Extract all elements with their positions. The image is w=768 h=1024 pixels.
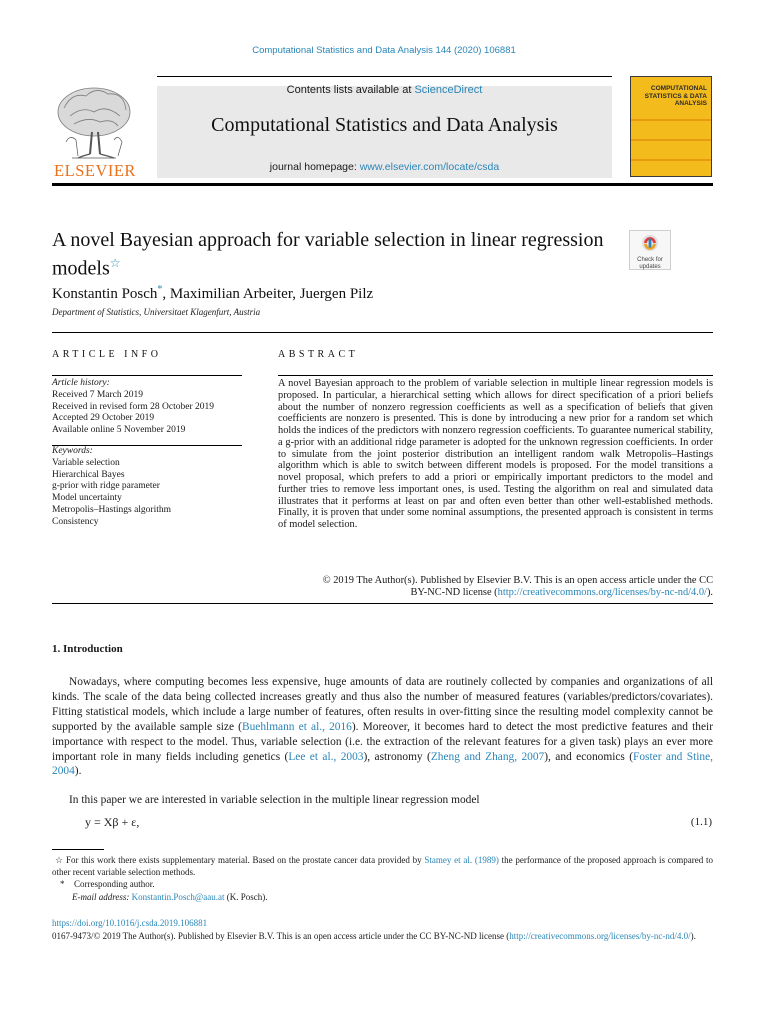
journal-cover-thumbnail[interactable] [630, 76, 712, 177]
article-info-rule [52, 375, 242, 376]
masthead-top-rule [157, 76, 612, 77]
keywords-label: Keywords: [52, 446, 93, 456]
citation-lee[interactable]: Lee et al., 2003 [288, 750, 364, 763]
affiliation: Department of Statistics, Universitaet Klagenfurt, Austria [52, 307, 261, 317]
article-title [52, 229, 612, 281]
citation-buehlmann[interactable]: Buehlmann et al., 2016 [241, 720, 352, 733]
fn2-text: Corresponding author. [74, 879, 155, 889]
p1-text-a: Nowadays, where computing becomes less expensive, huge amounts of data are routinely collected by companies and organizations of all kinds. The scale of the data being collected increases greatly and thus also the number of measured features (variables/predictors/covariates). Fitting statistical models, which include a large number of features, often results in over-fitting since the resulting model complexity cannot be supported by the available sample size ( [52, 676, 713, 733]
p1-text-b: ). Moreover, it becomes hard to detect the most predictive features and their importance with respect to the model. Thus, variable selection (i.e. the extraction of the relevant features for a given task) plays an ever more important role in many fields including genetics ( [52, 720, 713, 763]
keyword-item: Hierarchical Bayes [52, 469, 125, 480]
abstract-copyright [278, 575, 713, 599]
homepage-link[interactable]: www.elsevier.com/locate/csda [359, 161, 500, 173]
intro-paragraph-2: In this paper we are interested in variable selection in the multiple linear regression model [69, 794, 480, 806]
check-for-updates-badge[interactable] [629, 230, 671, 270]
history-item: Received in revised form 28 October 2019 [52, 401, 214, 412]
doi-link[interactable]: https://doi.org/10.1016/j.csda.2019.106881 [52, 918, 208, 928]
p1-text-d: ), and economics ( [544, 750, 634, 763]
corresponding-author-mark[interactable]: * [157, 284, 163, 295]
other-authors: , Maximilian Arbeiter, Juergen Pilz [162, 286, 374, 302]
history-item: Received 7 March 2019 [52, 389, 144, 400]
homepage-prefix: journal homepage: [269, 161, 360, 173]
copyright-line2 [278, 587, 713, 599]
history-label: Article history: [52, 378, 110, 388]
p1-text-c: ), astronomy ( [363, 750, 431, 763]
sciencedirect-link[interactable]: ScienceDirect [414, 84, 483, 96]
license-text-b: ). [690, 931, 696, 941]
license-statement [52, 930, 713, 942]
citation-foster[interactable]: Foster and Stine, 2004 [52, 750, 713, 778]
header-heavy-rule [52, 183, 713, 186]
keyword-item: Model uncertainty [52, 493, 122, 504]
check-updates-line2: updates [639, 263, 661, 270]
keyword-item: Variable selection [52, 457, 120, 468]
check-updates-line1: Check for [637, 257, 663, 263]
email-label: E-mail address: [72, 892, 130, 902]
citation-stamey[interactable]: Stamey et al. (1989) [424, 855, 499, 865]
article-info-heading: ARTICLE INFO [52, 349, 162, 360]
footnote-asterisk: * [60, 879, 65, 889]
author-list [52, 284, 652, 303]
keywords-block [52, 446, 242, 529]
copyright-suffix: ). [706, 587, 713, 598]
keyword-item: Metropolis–Hastings algorithm [52, 504, 172, 515]
copyright-line1: © 2019 The Author(s). Published by Elsevier B.V. This is an open access article under the CC [322, 575, 713, 586]
equation-1-1: y = Xβ + ε, [85, 815, 140, 829]
license-link[interactable]: http://creativecommons.org/licenses/by-nc-nd/4.0/ [509, 931, 691, 941]
email-suffix: (K. Posch). [224, 892, 268, 902]
footnote-rule [52, 849, 104, 850]
contents-line [157, 84, 612, 96]
fn1-text-b: the performance of the proposed approach is compared to other recent variable selection methods. [52, 855, 714, 877]
cover-stripe [631, 119, 711, 121]
p1-text-e: ). [74, 765, 82, 778]
abstract-rule [278, 375, 713, 376]
contents-prefix: Contents lists available at [286, 84, 415, 96]
homepage-line [157, 161, 612, 173]
equation-number: (1.1) [690, 816, 712, 828]
footnote-corresponding [60, 879, 660, 891]
abstract-heading: ABSTRACT [278, 349, 359, 360]
keyword-item: Consistency [52, 516, 99, 527]
intro-paragraph-1 [52, 675, 713, 779]
cover-stripe [631, 139, 711, 141]
footnote-email [72, 892, 672, 904]
abstract-bottom-rule [52, 603, 713, 604]
footnote-supplementary [52, 855, 713, 878]
history-item: Available online 5 November 2019 [52, 425, 186, 436]
abstract-text: A novel Bayesian approach to the problem of variable selection in multiple linear regression models is proposed. In particular, a hierarchical setting which allows for direct specification of a priori beliefs about the number of nonzero regression coefficients as well as a specification of beliefs that given coefficients are nonzero is presented. This is done by introducing a new prior for a random set which holds the indices of the predictors with nonzero regression coefficients. To guarantee numerical stability, a g-prior with an additional ridge parameter is adopted for the unknown regression coefficients. In order to simulate from the joint posterior distribution an intelligent random walk Metropolis–Hastings algorithm which is able to switch between different models is proposed. For the model transitions a novel proposal, which prefers to add a priori or empirically important predictors to the model and further tries to remove less important ones, is used. Testing the algorithm on real and simulated data illustrates that it performs at least on par and often even better than other well-established methods. Finally, it is proven that under some nominal assumptions, the presented approach is consistent in terms of model selection. [278, 378, 713, 530]
title-footnote-mark[interactable]: ☆ [109, 256, 121, 270]
author-posch: Konstantin Posch [52, 286, 158, 302]
elsevier-wordmark: ELSEVIER [54, 161, 136, 180]
title-text: A novel Bayesian approach for variable selection in linear regression models [52, 229, 604, 280]
cover-title: COMPUTATIONAL STATISTICS & DATA ANALYSIS [644, 85, 707, 107]
copyright-prefix: BY-NC-ND license ( [410, 587, 498, 598]
cover-stripe [631, 159, 711, 161]
check-for-updates-icon [641, 234, 659, 252]
section-divider [52, 332, 713, 333]
fn1-text-a: For this work there exists supplementary material. Based on the prostate cancer data provided by [66, 855, 425, 865]
keyword-item: g-prior with ridge parameter [52, 481, 160, 492]
introduction-heading: 1. Introduction [52, 643, 123, 655]
history-item: Accepted 29 October 2019 [52, 413, 155, 424]
cc-license-link[interactable]: http://creativecommons.org/licenses/by-nc-nd/4.0/ [497, 587, 707, 598]
footnote-star-mark: ☆ [54, 855, 64, 865]
email-link[interactable]: Konstantin.Posch@aau.at [131, 892, 225, 902]
journal-name: Computational Statistics and Data Analysis [211, 114, 558, 136]
journal-reference[interactable]: Computational Statistics and Data Analysis 144 (2020) 106881 [252, 45, 516, 56]
citation-zheng[interactable]: Zheng and Zhang, 2007 [430, 750, 545, 763]
license-text-a: 0167-9473/© 2019 The Author(s). Published by Elsevier B.V. This is an open access article under the CC BY-NC-ND license ( [52, 931, 510, 941]
article-history [52, 378, 242, 437]
